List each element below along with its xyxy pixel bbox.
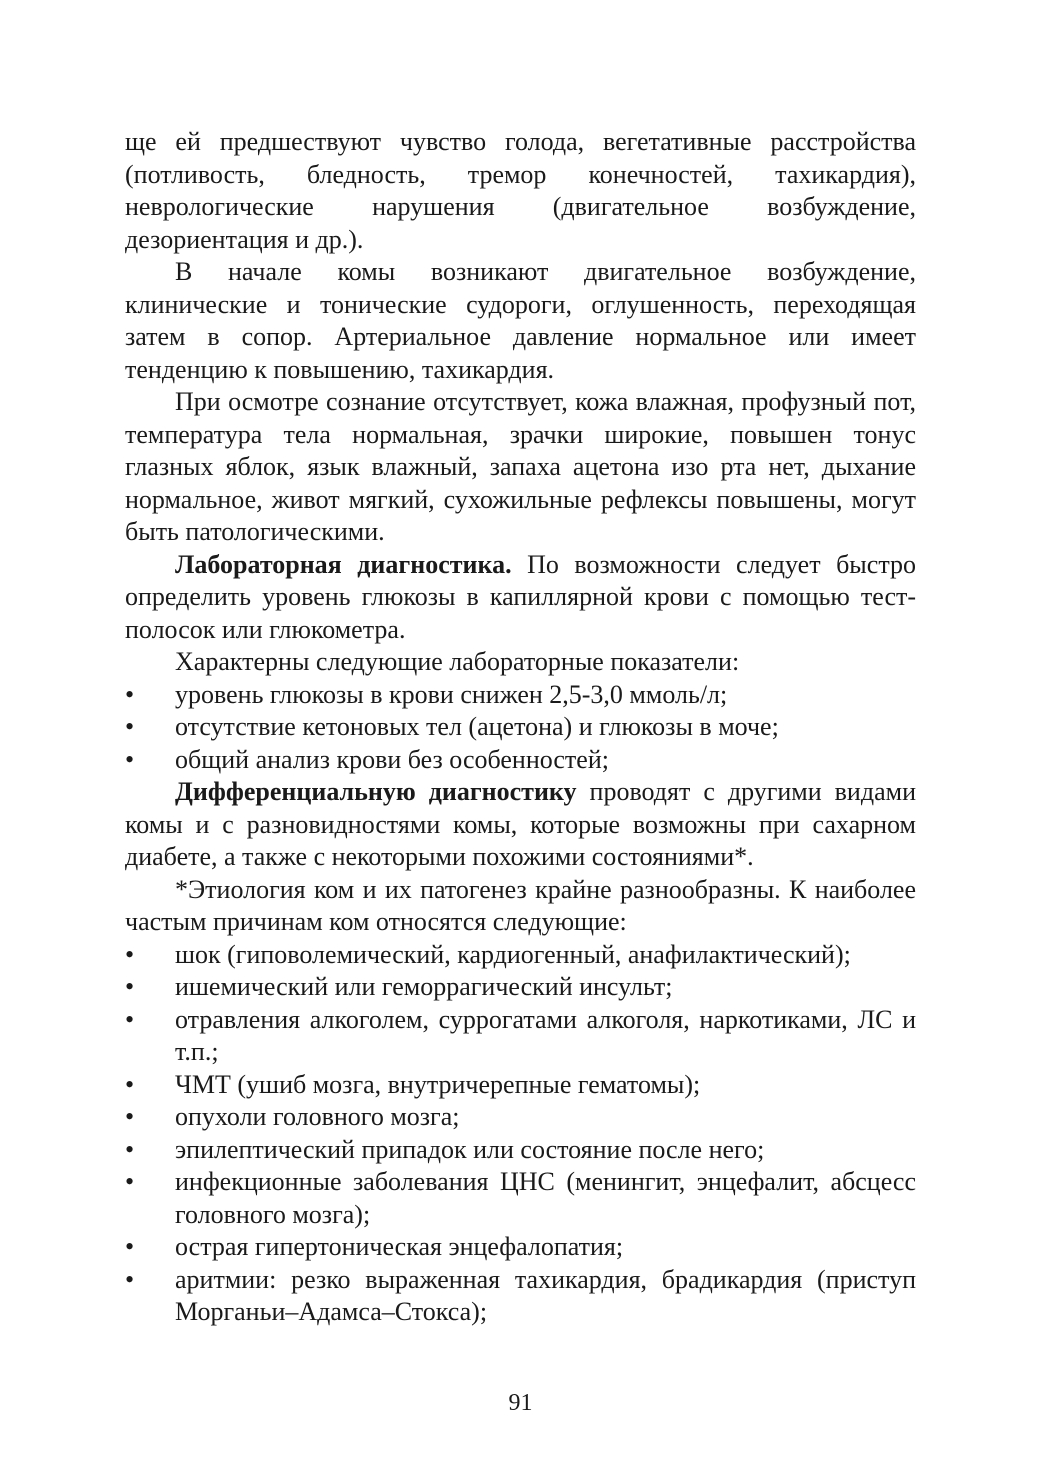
bullet-mark: • (125, 1102, 135, 1131)
lab-diagnostics-text: По возможности следует быстро определить уровень глюкозы в капиллярной крови с помощью тест-полосок или глюкометра. (125, 549, 916, 644)
list-item: • ишемический или геморрагический инсульт; (125, 971, 916, 1004)
list-item: • аритмии: резко выраженная тахикардия, брадикардия (приступ Морганьи–Адамса–Стокса); (125, 1264, 916, 1326)
bullet-mark: • (125, 1004, 135, 1034)
list-item: • опухоли головного мозга; (125, 1101, 916, 1134)
list-item: • ЧМТ (ушиб мозга, внутричерепные гематомы); (125, 1069, 916, 1102)
bullet-mark: • (125, 1167, 135, 1196)
bullet-mark: • (125, 679, 135, 709)
bullet-mark: • (125, 972, 135, 1001)
bullet-mark: • (125, 1264, 135, 1294)
page-number: 91 (508, 1390, 533, 1416)
paragraph-differential-diagnostics (125, 776, 916, 874)
paragraph-etiology-footnote: *Этиология ком и их патогенез крайне разнообразны. К наиболее частым причинам ком относятся следующие: (125, 874, 916, 936)
lab-indicators-intro: Характерны следующие лабораторные показатели: (175, 647, 740, 676)
lab-diagnostics-heading: Лабораторная диагностика. (175, 549, 512, 579)
bullet-mark: • (125, 1232, 135, 1261)
bullet-mark: • (125, 712, 135, 741)
lab-indicators-list (125, 679, 916, 777)
list-item: • эпилептический припадок или состояние после него; (125, 1134, 916, 1167)
page-body (125, 126, 916, 1329)
differential-diagnostics-text: проводят с другими видами комы и с разновидностями комы, которые возможны при сахарном диабете, а также с некоторыми похожими состояниями*. (125, 777, 916, 871)
list-item: • отсутствие кетоновых тел (ацетона) и глюкозы в моче; (125, 711, 916, 744)
paragraph-lab-diagnostics (125, 549, 916, 647)
differential-diagnostics-heading: Дифференциальную диагностику (175, 777, 577, 806)
list-item: • острая гипертоническая энцефалопатия; (125, 1231, 916, 1264)
paragraph-examination: При осмотре сознание отсутствует, кожа влажная, профузный пот, температура тела нормальная, зрачки широкие, повышен тонус глазных яблок, язык влажный, запаха ацетона изо рта нет, дыхание нормальное, живот мягкий, сухожильные рефлексы повышены, могут быть патологическими. (125, 387, 916, 546)
list-item: • шок (гиповолемический, кардиогенный, анафилактический); (125, 939, 916, 972)
bullet-mark: • (125, 1069, 135, 1099)
list-item: • инфекционные заболевания ЦНС (менингит, энцефалит, абсцесс головного мозга); (125, 1167, 916, 1229)
paragraph-coma-onset: В начале комы возникают двигательное возбуждение, клинические и тонические судороги, оглушенность, переходящая затем в сопор. Артериальное давление нормальное или имеет тенденцию к повышению, тахикардия. (125, 257, 916, 384)
list-item: • уровень глюкозы в крови снижен 2,5-3,0 ммоль/л; (125, 679, 916, 712)
paragraph-continuation: ще ей предшествуют чувство голода, вегетативные расстройства (потливость, бледность, тремор конечностей, тахикардия), неврологические нарушения (двигательное возбуждение, дезориентация и др.). (125, 127, 916, 254)
bullet-mark: • (125, 1134, 135, 1164)
list-item: • общий анализ крови без особенностей; (125, 744, 916, 777)
bullet-mark: • (125, 744, 135, 774)
bullet-mark: • (125, 939, 135, 969)
coma-causes-list (125, 939, 916, 1329)
list-item: • отравления алкоголем, суррогатами алкоголя, наркотиками, ЛС и т.п.; (125, 1004, 916, 1066)
